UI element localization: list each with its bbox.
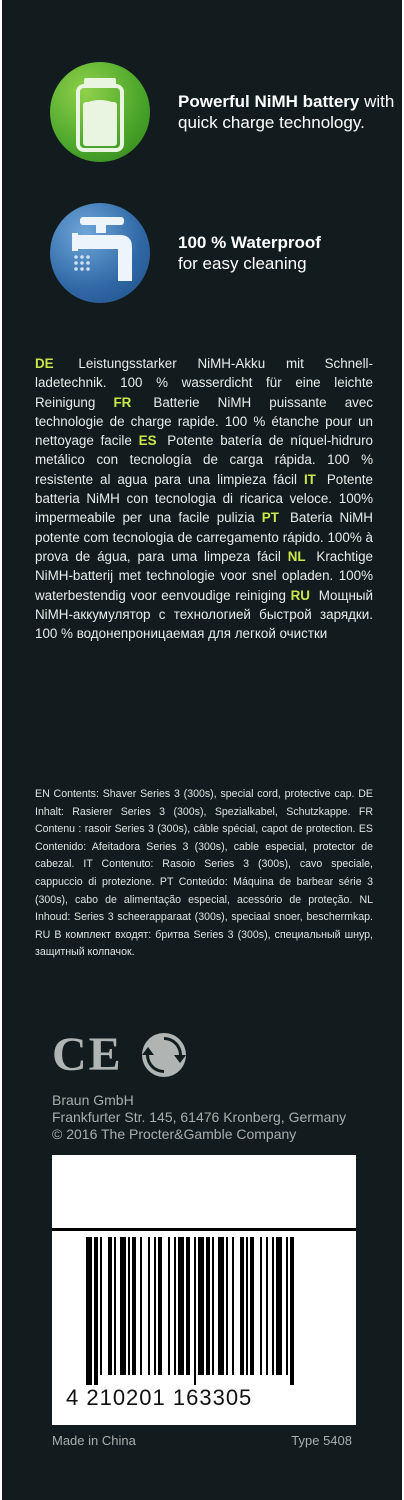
barcode-label — [52, 1155, 356, 1425]
barcode-bar — [226, 1237, 228, 1375]
company-address: Frankfurter Str. 145, 61476 Kronberg, Germany — [52, 1109, 347, 1125]
barcode-bar — [194, 1237, 196, 1385]
company-copyright: © 2016 The Procter&Gamble Company — [52, 1126, 297, 1142]
feature-waterproof-text — [178, 232, 321, 274]
company-info — [52, 1092, 346, 1143]
lang-code-de: DE — [35, 356, 54, 371]
barcode-bar — [100, 1237, 102, 1375]
barcode-bar — [86, 1237, 92, 1385]
package-contents: EN Contents: Shaver Series 3 (300s), special cord, protective cap. DE Inhalt: Rasierer Series 3 (300s), Spezialkabel, Schutzkappe. FR Contenu : rasoir Series 3 (300s), câble spécial, capot de protection. ES Contenido: Afeitadora Series 3 (300s), cable especial, protector de cabezal. IT Contenuto: Rasoio Series 3 (300s), cavo speciale, cappuccio di protezione. PT Conteúdo: Máquina de barbear série 3 (300s), cabo de alimentação especial, acessório de proteção. NL Inhoud: Series 3 scheerapparaat (300s), speciaal snoer, beschermkap. RU В комплект входят: бритва Series 3 (300s), специальный шнур, защитный колпачок. — [35, 788, 373, 959]
lang-code-ru: RU — [290, 587, 310, 603]
lang-code-pt: PT — [261, 510, 279, 526]
barcode-bar — [148, 1237, 150, 1375]
feature-waterproof-rest: for easy cleaning — [178, 254, 307, 273]
lang-text-it: Potente batteria NiMH con tecnologia di ricarica veloce. 100% impermeabile per una facile pulizia — [35, 471, 373, 526]
feature-battery — [50, 62, 402, 162]
barcode-bar — [240, 1237, 244, 1375]
barcode-bar — [218, 1237, 224, 1375]
lang-text-de: Leistungsstarker NiMH-Akku mit Schnell-ladetechnik. 100 % wasserdicht für eine leichte Reinigung — [35, 356, 373, 410]
barcode-bar — [168, 1237, 170, 1375]
product-box-panel — [2, 0, 402, 1500]
barcode-bar — [290, 1237, 294, 1385]
lang-text-es: Potente batería de níquel-hidruro metálico con tecnología de carga rápida. 100 % resistente al agua para una limpieza fácil — [35, 433, 373, 487]
barcode-bar — [120, 1237, 126, 1375]
barcode-bar — [272, 1237, 274, 1375]
feature-battery-rest: with quick charge technology. — [178, 92, 395, 132]
lang-text-nl: Krachtige NiMH-batterij met technologie voor snel opladen. 100% waterbestendig voor eenvoudige reiniging — [35, 548, 373, 603]
barcode-bar — [246, 1237, 248, 1375]
barcode-bar — [158, 1237, 162, 1375]
barcode-bar — [186, 1237, 190, 1375]
made-in-label: Made in China — [52, 1433, 136, 1448]
barcode-bar — [140, 1237, 142, 1375]
lang-code-es: ES — [138, 433, 157, 449]
barcode-bar — [286, 1237, 288, 1375]
type-label: Type 5408 — [291, 1433, 352, 1448]
ce-mark-icon: CE — [52, 1028, 123, 1081]
lang-text-pt: Bateria NiMH potente com tecnologia de carregamento rápido. 100% à prova de água, para uma limpeza fácil — [35, 510, 373, 564]
certification-marks — [52, 1030, 187, 1080]
feature-waterproof-bold: 100 % Waterproof — [178, 233, 321, 252]
lang-text-ru: Мощный NiMH-аккумулятор с технологией быстрой зарядки. 100 % водонепроницаемая для легкой очистки — [35, 587, 373, 642]
multilingual-description — [35, 354, 373, 643]
barcode-bar — [276, 1237, 282, 1375]
lang-text-fr: Batterie NiMH puissante avec technologie de charge rapide. 100 % étanche pour un nettoyage facile — [35, 394, 373, 449]
barcode-bar — [266, 1237, 268, 1375]
feature-battery-bold: Powerful NiMH battery — [178, 92, 360, 111]
barcode-bar — [94, 1237, 98, 1385]
barcode-bar — [198, 1237, 204, 1375]
barcode-bar — [114, 1237, 116, 1375]
barcode-bars — [52, 1155, 356, 1385]
barcode-bar — [178, 1237, 184, 1375]
tap-icon — [50, 203, 150, 303]
barcode-number: 4 210201 163305 — [66, 1385, 253, 1410]
barcode-bar — [108, 1237, 112, 1375]
barcode-bar — [128, 1237, 130, 1375]
barcode-bar — [174, 1237, 176, 1375]
company-name: Braun GmbH — [52, 1092, 134, 1108]
recycle-icon — [141, 1032, 187, 1078]
barcode-bar — [132, 1237, 136, 1375]
feature-waterproof — [50, 203, 321, 303]
barcode-bar — [260, 1237, 262, 1375]
barcode-bar — [154, 1237, 156, 1375]
feature-battery-text — [178, 91, 402, 133]
lang-code-fr: FR — [113, 394, 132, 410]
lang-code-nl: NL — [287, 548, 306, 564]
barcode-bar — [232, 1237, 234, 1375]
battery-icon — [50, 62, 150, 162]
barcode-bar — [250, 1237, 254, 1375]
barcode-bar — [212, 1237, 214, 1375]
lang-code-it: IT — [303, 471, 316, 487]
barcode-bar — [206, 1237, 210, 1375]
